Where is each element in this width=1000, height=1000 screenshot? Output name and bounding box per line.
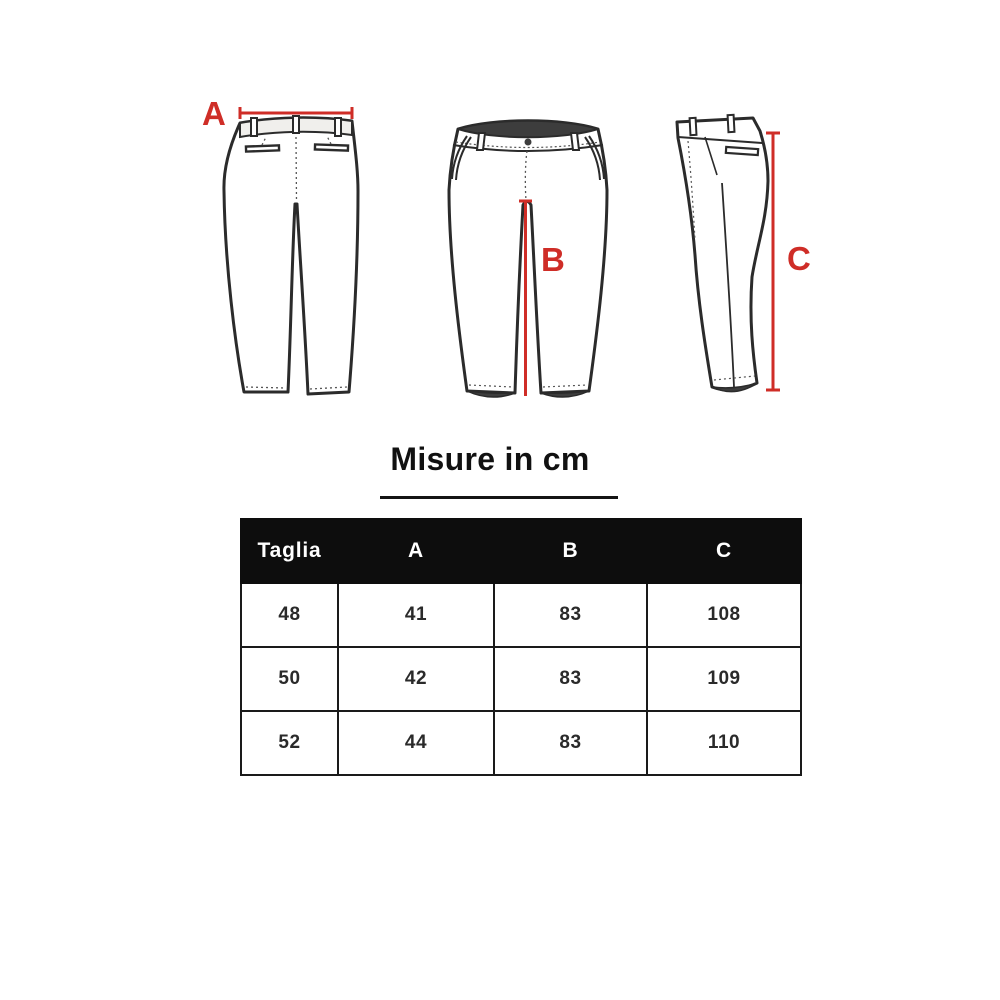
front-silhouette: [449, 121, 607, 393]
cell-a: 42: [338, 647, 494, 711]
pants-side-view-figure: [660, 105, 790, 400]
pants-back-view-figure: [215, 100, 365, 415]
measure-label-c: C: [787, 240, 812, 277]
side-back-pocket: [726, 147, 758, 155]
cell-size: 50: [241, 647, 338, 711]
cell-c: 110: [647, 711, 801, 775]
size-table: [240, 518, 802, 776]
pants-back-view-drawing: [215, 100, 365, 415]
title-underline: [380, 496, 618, 499]
back-silhouette: [224, 118, 358, 394]
cell-a: 41: [338, 583, 494, 647]
cell-a: 44: [338, 711, 494, 775]
measure-label-a: A: [202, 95, 227, 132]
cell-b: 83: [494, 583, 647, 647]
header-a: A: [338, 519, 494, 583]
cell-c: 109: [647, 647, 801, 711]
header-b: B: [494, 519, 647, 583]
cell-c: 108: [647, 583, 801, 647]
pants-front-view-figure: [443, 105, 613, 410]
measure-label-b: B: [541, 241, 566, 278]
header-size: Taglia: [241, 519, 338, 583]
pants-front-view-drawing: [443, 105, 613, 410]
header-c: C: [647, 519, 801, 583]
table-row: [241, 711, 801, 775]
side-silhouette: [677, 118, 768, 390]
front-button: [525, 139, 532, 146]
pants-side-view-drawing: [660, 105, 790, 400]
table-row: [241, 647, 801, 711]
cell-size: 52: [241, 711, 338, 775]
table-row: [241, 583, 801, 647]
table-header-row: [241, 519, 801, 583]
cell-size: 48: [241, 583, 338, 647]
cell-b: 83: [494, 711, 647, 775]
cell-b: 83: [494, 647, 647, 711]
page-title: Misure in cm: [390, 441, 590, 477]
